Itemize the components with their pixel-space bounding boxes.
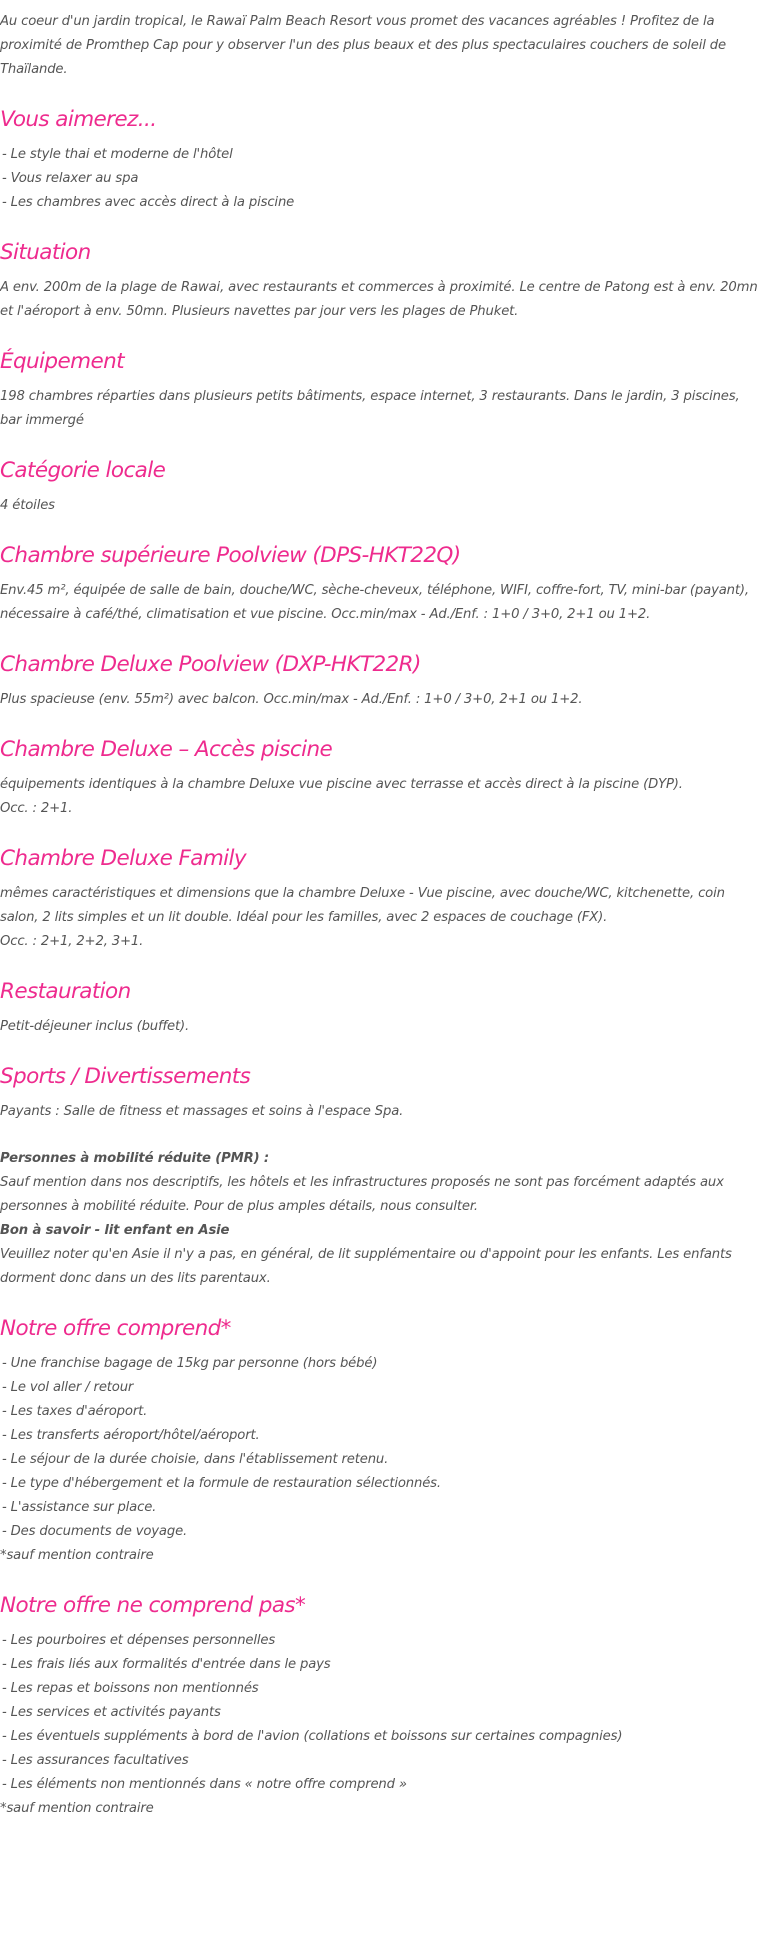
section-equipement bbox=[0, 347, 758, 433]
section-title-ne-comprend: Notre offre ne comprend pas* bbox=[0, 1593, 306, 1618]
list-item: - Vous relaxer au spa bbox=[2, 171, 139, 186]
section-comprend bbox=[0, 1314, 758, 1568]
section-sports bbox=[0, 1062, 758, 1124]
list-item: - Les pourboires et dépenses personnelles bbox=[2, 1633, 276, 1648]
section-title-categorie: Catégorie locale bbox=[0, 458, 166, 483]
pmr-text: Sauf mention dans nos descriptifs, les hôtels et les infrastructures proposés ne sont pas forcément adaptés aux personnes à mobilité réduite. Pour de plus amples détails, nous consulter. bbox=[0, 1175, 724, 1214]
pmr-title: Personnes à mobilité réduite (PMR) : bbox=[0, 1151, 270, 1166]
list-item: - Les éléments non mentionnés dans « notre offre comprend » bbox=[2, 1777, 407, 1792]
list-item: - Les frais liés aux formalités d'entrée dans le pays bbox=[2, 1657, 331, 1672]
section-chambre-superieure bbox=[0, 541, 758, 627]
list-item: - Les services et activités payants bbox=[2, 1705, 221, 1720]
chambre-deluxe-acces-occ: Occ. : 2+1. bbox=[0, 801, 73, 816]
list-item: - Le type d'hébergement et la formule de restauration sélectionnés. bbox=[2, 1476, 441, 1491]
section-ne-comprend bbox=[0, 1591, 758, 1821]
pmr-block bbox=[0, 1147, 758, 1291]
list-item: - Les éventuels suppléments à bord de l'avion (collations et boissons sur certaines compagnies) bbox=[2, 1729, 623, 1744]
section-chambre-family bbox=[0, 844, 758, 954]
list-item: - Les repas et boissons non mentionnés bbox=[2, 1681, 259, 1696]
section-pmr bbox=[0, 1147, 758, 1291]
chambre-deluxe-acces-text bbox=[0, 773, 758, 821]
section-chambre-deluxe-poolview bbox=[0, 650, 758, 712]
lit-enfant-text: Veuillez noter qu'en Asie il n'y a pas, en général, de lit supplémentaire ou d'appoint pour les enfants. Les enfants dorment donc dans un des lits parentaux. bbox=[0, 1247, 732, 1286]
section-restauration bbox=[0, 977, 758, 1039]
list-item: - Les chambres avec accès direct à la piscine bbox=[2, 195, 295, 210]
section-title-aimerez: Vous aimerez... bbox=[0, 107, 157, 132]
sports-text: Payants : Salle de fitness et massages et soins à l'espace Spa. bbox=[0, 1104, 404, 1119]
categorie-text: 4 étoiles bbox=[0, 498, 55, 513]
section-title-chambre-superieure: Chambre supérieure Poolview (DPS-HKT22Q) bbox=[0, 543, 461, 568]
section-title-comprend: Notre offre comprend* bbox=[0, 1316, 231, 1341]
list-item: - Le style thai et moderne de l'hôtel bbox=[2, 147, 233, 162]
situation-text: A env. 200m de la plage de Rawai, avec restaurants et commerces à proximité. Le centre de Patong est à env. 20mn et l'aéroport à env. 50mn. Plusieurs navettes par jour vers les plages de Phuket. bbox=[0, 280, 758, 319]
aimerez-list bbox=[0, 143, 758, 215]
list-item: - Le séjour de la durée choisie, dans l'établissement retenu. bbox=[2, 1452, 389, 1467]
chambre-superieure-text: Env.45 m², équipée de salle de bain, douche/WC, sèche-cheveux, téléphone, WIFI, coffre-fort, TV, mini-bar (payant), nécessaire à café/thé, climatisation et vue piscine. Occ.min/max - Ad./Enf. : 1+0 / 3+0, 2+1 ou 1+2. bbox=[0, 583, 749, 622]
section-title-situation: Situation bbox=[0, 240, 91, 265]
list-item: - Les transferts aéroport/hôtel/aéroport. bbox=[2, 1428, 260, 1443]
chambre-deluxe-acces-line: équipements identiques à la chambre Deluxe vue piscine avec terrasse et accès direct à la piscine (DYP). bbox=[0, 777, 683, 792]
list-item: - L'assistance sur place. bbox=[2, 1500, 157, 1515]
list-item: - Les taxes d'aéroport. bbox=[2, 1404, 148, 1419]
section-title-restauration: Restauration bbox=[0, 979, 131, 1004]
intro-text: Au coeur d'un jardin tropical, le Rawaï Palm Beach Resort vous promet des vacances agréables ! Profitez de la proximité de Promthep Cap pour y observer l'un des plus beaux et des plus spectaculaires couchers de soleil de Thaïlande. bbox=[0, 14, 726, 77]
list-item: - Le vol aller / retour bbox=[2, 1380, 134, 1395]
list-item: - Les assurances facultatives bbox=[2, 1753, 189, 1768]
section-chambre-deluxe-acces bbox=[0, 735, 758, 821]
section-aimerez bbox=[0, 105, 758, 215]
ne-comprend-note: *sauf mention contraire bbox=[0, 1801, 154, 1816]
list-item: - Des documents de voyage. bbox=[2, 1524, 188, 1539]
section-situation bbox=[0, 238, 758, 324]
restauration-text: Petit-déjeuner inclus (buffet). bbox=[0, 1019, 190, 1034]
comprend-note: *sauf mention contraire bbox=[0, 1548, 154, 1563]
chambre-family-line: mêmes caractéristiques et dimensions que la chambre Deluxe - Vue piscine, avec douche/WC, kitchenette, coin salon, 2 lits simples et un lit double. Idéal pour les familles, avec 2 espaces de couchage (FX). bbox=[0, 886, 725, 925]
lit-enfant-title: Bon à savoir - lit enfant en Asie bbox=[0, 1223, 230, 1238]
section-title-equipement: Équipement bbox=[0, 349, 124, 374]
section-title-chambre-family: Chambre Deluxe Family bbox=[0, 846, 247, 871]
chambre-family-text bbox=[0, 882, 758, 954]
section-title-chambre-deluxe-acces: Chambre Deluxe – Accès piscine bbox=[0, 737, 333, 762]
comprend-list bbox=[0, 1352, 758, 1568]
section-title-sports: Sports / Divertissements bbox=[0, 1064, 251, 1089]
list-item: - Une franchise bagage de 15kg par personne (hors bébé) bbox=[2, 1356, 378, 1371]
chambre-family-occ: Occ. : 2+1, 2+2, 3+1. bbox=[0, 934, 144, 949]
chambre-deluxe-poolview-text: Plus spacieuse (env. 55m²) avec balcon. Occ.min/max - Ad./Enf. : 1+0 / 3+0, 2+1 ou 1+2. bbox=[0, 692, 583, 707]
equipement-text: 198 chambres réparties dans plusieurs petits bâtiments, espace internet, 3 restaurants. Dans le jardin, 3 piscines, bar immergé bbox=[0, 389, 740, 428]
ne-comprend-list bbox=[0, 1629, 758, 1821]
section-title-chambre-deluxe-poolview: Chambre Deluxe Poolview (DXP-HKT22R) bbox=[0, 652, 421, 677]
section-categorie bbox=[0, 456, 758, 518]
